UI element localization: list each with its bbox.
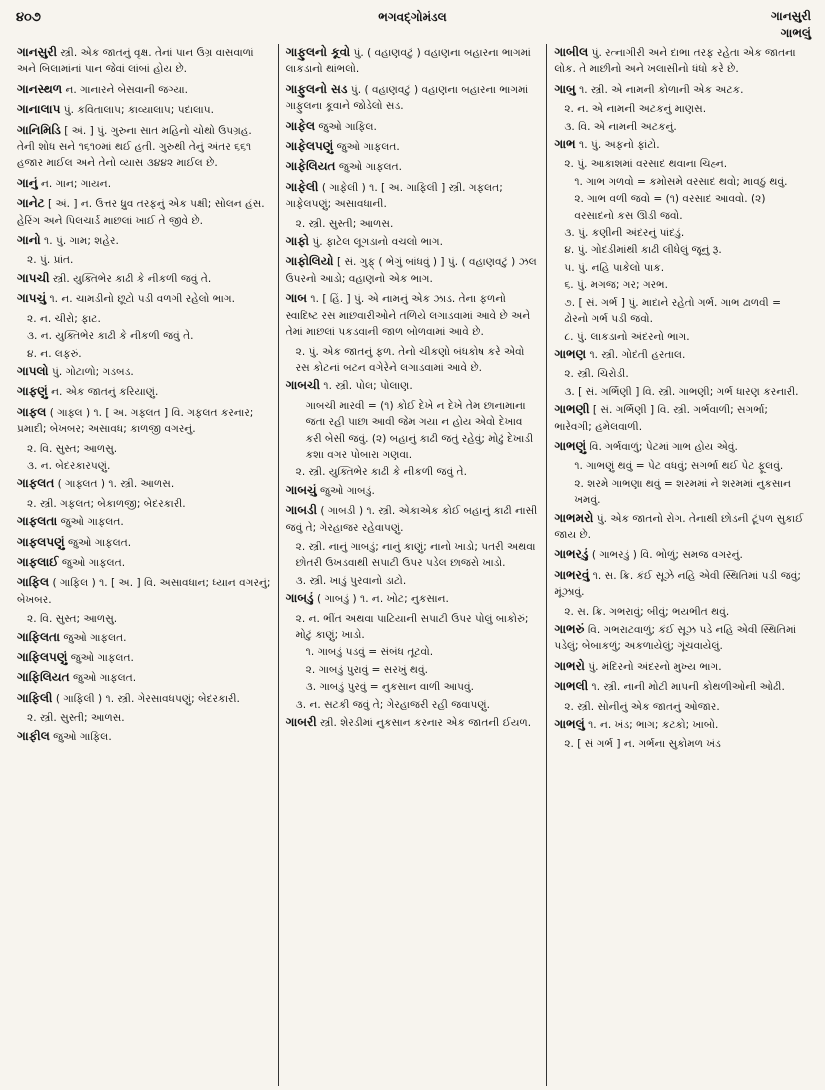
entry-headword: ગાબ xyxy=(285,291,308,306)
entry-definition: ૨. સ્ત્રી. સુસ્તી; આળસ. xyxy=(27,712,125,725)
entry-definition: ૩. ન. યુક્તિભેર કાઢી કે નીકળી જવું તે. xyxy=(27,330,194,343)
entry-definition: સ્ત્રી. યુક્તિભેર કાઢી કે નીકળી જવું તે. xyxy=(52,272,212,285)
entry-definition: ( ગાબડું ) ૧. ન. ખોટ; નુકસાન. xyxy=(316,593,449,606)
dictionary-entry xyxy=(286,290,540,340)
entry-definition: ૧. ગાબડું પડવું = સંબંધ તૂટવો. xyxy=(305,646,434,659)
entry-definition: ૩. ગાબડું પુરવું = નુકસાન વાળી આપવું. xyxy=(305,681,475,694)
entry-sense xyxy=(286,539,540,572)
entry-definition: ૨. [ સં ગર્ભ ] ન. ગર્ભના સુકોમળ ખંડ xyxy=(564,738,721,751)
entry-definition: ૪. ન. લફરું. xyxy=(27,347,82,360)
dictionary-entry xyxy=(554,658,808,675)
entry-headword: ગાપચી xyxy=(17,270,50,285)
dictionary-entry xyxy=(17,404,271,438)
dictionary-entry xyxy=(554,346,808,363)
entry-definition: ૪. પું. ગોદડીમાંથી કાઢી લીધેલું જૂનું રૂ. xyxy=(564,244,722,257)
dictionary-entry xyxy=(17,44,271,78)
dictionary-entry xyxy=(286,158,540,175)
entry-sense xyxy=(17,611,271,627)
column-2 xyxy=(278,44,547,1086)
entry-headword: ગાફુલનો સડ xyxy=(285,81,348,96)
entry-headword: ગાફલાઈ xyxy=(17,554,59,569)
page-number: ૪૦૭ xyxy=(16,10,41,25)
entry-headword: ગાપચું xyxy=(17,291,47,306)
entry-definition: ૧. સ્ત્રી. નાની મોટી માપની કોથળીઓની ઓઢી. xyxy=(591,681,785,694)
entry-sense xyxy=(286,216,540,232)
entry-sense xyxy=(554,295,808,328)
entry-definition: ૨. વિ. સુસ્ત; આળસુ. xyxy=(27,442,118,455)
dictionary-entry xyxy=(17,554,271,571)
dictionary-entry xyxy=(286,81,540,115)
entry-sense xyxy=(554,119,808,135)
columns-container xyxy=(10,44,815,1086)
entry-definition: ૩. ન. સટકી જવું તે; ગેરહાજરી રહી જવાપણું. xyxy=(295,698,490,711)
entry-sense xyxy=(286,644,540,660)
entry-definition: ૨. પું. આકાશમાં વરસાદ થવાના ચિહ્ન. xyxy=(564,158,728,171)
dictionary-entry xyxy=(286,118,540,135)
dictionary-entry xyxy=(554,716,808,733)
entry-definition: ( ગાફિલ ) ૧. [ અ. ] વિ. અસાવધાન; ધ્યાન વગરનું; બેખબર. xyxy=(17,577,271,606)
entry-definition: ૨. ન. એ નામની અટકનું માણસ. xyxy=(564,103,707,116)
entry-definition: ૧. સ્ત્રી. એ નામની કોળાની એક અટક. xyxy=(579,83,744,96)
entry-headword: ગાફિલતા xyxy=(17,629,60,644)
dictionary-entry xyxy=(286,44,540,78)
entry-definition: જુઓ ગાફલત. xyxy=(70,652,134,664)
entry-sense xyxy=(554,458,808,474)
entry-definition: ૬. પું. મગજ; ગર; ગરભ. xyxy=(564,279,668,292)
entry-sense xyxy=(554,242,808,258)
dictionary-entry xyxy=(286,590,540,607)
dictionary-entry xyxy=(17,270,271,287)
entry-headword: ગાભરવું xyxy=(554,567,590,582)
entry-headword: ગાફીલ xyxy=(17,728,50,743)
entry-sense xyxy=(554,191,808,224)
entry-headword: ગાફલત xyxy=(17,476,55,491)
entry-definition: ન. એક જાતનું કરિયાણું. xyxy=(51,386,159,399)
dictionary-entry xyxy=(17,475,271,492)
entry-definition: ૩. સ્ત્રી. ખાડું પુરવાનો ડાટો. xyxy=(295,574,407,587)
entry-sense xyxy=(17,252,271,268)
entry-definition: પું. ગોટાળો; ગડબડ. xyxy=(51,365,134,378)
entry-sense xyxy=(554,736,808,752)
dictionary-entry xyxy=(286,502,540,536)
entry-sense xyxy=(554,384,808,400)
entry-definition: જુઓ ગાફલત. xyxy=(63,631,127,644)
entry-definition: પું. મંદિરનો અંદરનો મુખ્ય ભાગ. xyxy=(588,660,722,673)
entry-headword: ગાફેલિયત xyxy=(285,159,336,174)
entry-definition: ૨. સ્ત્રી. સુસ્તી; આળસ. xyxy=(295,217,394,230)
entry-definition: ૨. પું. પ્રાંત. xyxy=(27,254,74,267)
entry-sense xyxy=(286,697,540,713)
dictionary-entry xyxy=(17,290,271,307)
dictionary-entry xyxy=(554,510,808,544)
guide-word-last: ગાભલું xyxy=(780,26,811,40)
entry-sense xyxy=(554,277,808,293)
dictionary-entry xyxy=(286,377,540,394)
entry-headword: ગાનસુરી xyxy=(17,45,57,59)
dictionary-entry xyxy=(17,383,271,400)
entry-definition: જુઓ ગાફલત. xyxy=(72,672,137,685)
entry-definition: ૨. વિ. સુસ્ત; આળસુ. xyxy=(27,613,118,626)
dictionary-entry xyxy=(554,678,808,695)
entry-headword: ગાનસ્થળ xyxy=(17,81,63,96)
entry-headword: ગાભરડું xyxy=(554,547,589,562)
entry-definition: ગાબચી મારવી = (૧) કોઈ દેખે ન દેખે તેમ છાનામાના જતા રહી પાછા આવી જેમ ગયા ન હોય એવો દેખાવ કરી બેસી જવું. (૨) બહાનું કાઢી જતું રહેવું; મોઢું દેખાડી કશા વગર પોબારા ગણવા. xyxy=(305,399,534,461)
entry-definition: [ અં. ] ન. ઉત્તર ધ્રુવ તરફનું એક પક્ષી; સોલન હંસ. હેરિંગ અને પિલચાર્ડ માછલાં ખાઈ તે જીવે છે. xyxy=(17,198,265,227)
entry-sense xyxy=(17,710,271,726)
column-3 xyxy=(546,44,815,1086)
dictionary-entry xyxy=(554,621,808,655)
entry-sense xyxy=(554,225,808,241)
dictionary-entry xyxy=(17,728,271,745)
dictionary-entry xyxy=(17,649,271,666)
entry-headword: ગાભમરો xyxy=(554,510,594,525)
dictionary-entry xyxy=(286,714,540,731)
entry-definition: ૧. ન. ખંડ; ભાગ; કટકો; ખાબો. xyxy=(588,719,719,732)
entry-headword: ગાભ xyxy=(554,137,576,152)
entry-sense xyxy=(554,699,808,715)
entry-definition: [ સં. ગર્ભિણી ] વિ. સ્ત્રી. ગર્ભવાળી; સગર્ભા; ભારેવગી; હમેલવાળી. xyxy=(554,404,768,433)
dictionary-entry xyxy=(17,232,271,249)
entry-definition: ન. ગાનારને બેસવાની જગ્યા. xyxy=(65,83,189,96)
entry-headword: ગાભણ xyxy=(554,346,587,361)
entry-definition: ૧. સ્ત્રી. ગોદંતી હરતાલ. xyxy=(589,348,686,361)
entry-headword: ગાફલ xyxy=(17,404,47,419)
dictionary-entry xyxy=(286,233,540,250)
entry-headword: ગાપલો xyxy=(17,363,49,378)
entry-sense xyxy=(554,101,808,117)
guide-word-first: ગાનસુરી xyxy=(771,9,811,23)
entry-definition: ૫. પું. નહિ પાકેલો પાક. xyxy=(564,261,665,274)
entry-definition: જુઓ ગાફલત. xyxy=(338,161,403,174)
entry-headword: ગાનિમિડિ xyxy=(17,122,61,137)
entry-definition: ૧. [ હિં. ] પું. એ નામનું એક ઝાડ. તેના ફળનો સ્વાદિષ્ટ રસ માછવારીઓને તળિયે લગાડવામાં આવે છે અને તેમાં માછલાં પકડવાની જાળ બોળવામાં આવે છે. xyxy=(285,293,531,339)
entry-definition: ( ગાફિલી ) ૧. સ્ત્રી. ગેરસાવધપણું; બેદરકારી. xyxy=(55,692,240,705)
entry-sense xyxy=(286,398,540,464)
entry-headword: ગાબુ xyxy=(554,81,576,96)
entry-definition: ૧. પું. ગામ; શહેર. xyxy=(44,235,119,248)
entry-definition: ૩. [ સં. ગર્ભિણી ] વિ. સ્ત્રી. ગાભણી; ગર્ભ ધારણ કરનારી. xyxy=(564,385,799,398)
entry-sense xyxy=(17,311,271,327)
entry-sense xyxy=(554,156,808,172)
dictionary-entry xyxy=(17,629,271,646)
entry-definition: પું. એક જાતનો રોગ. તેનાથી છોડની ટૂંપળ સુકાઈ જાય છે. xyxy=(554,512,804,541)
entry-definition: જુઓ ગાફિલ. xyxy=(53,730,112,743)
entry-sense xyxy=(554,329,808,345)
entry-definition: પું. ( વહાણવટું ) વહાણના બહારના ભાગમાં લાકડાનો થાંભલો. xyxy=(285,47,531,76)
dictionary-entry xyxy=(17,101,271,118)
entry-headword: ગાનો xyxy=(17,233,41,248)
entry-headword: ગાભરું xyxy=(554,622,585,636)
entry-definition: ૨. પું. એક જાતનું ફળ. તેનો ચીકણો બંધકોષ કરે એવો રસ કોટનાં બટન વગેરેને લગાડવામાં આવે છે. xyxy=(295,345,525,374)
entry-sense xyxy=(286,573,540,589)
entry-headword: ગાબડું xyxy=(285,591,314,606)
entry-headword: ગાફિલી xyxy=(17,690,53,705)
dictionary-entry xyxy=(554,567,808,601)
entry-definition: ૨. સ્ત્રી. ગફલત; બેકાળજી; બેદરકારી. xyxy=(27,497,186,510)
entry-headword: ગાફણું xyxy=(17,384,48,399)
entry-definition: પું. ફાટેલ લૂગડાનો વચલો ભાગ. xyxy=(312,236,443,249)
dictionary-entry xyxy=(286,179,540,213)
entry-definition: સ્ત્રી. એક જાતનું વૃક્ષ. તેનાં પાન ઉગ્ર વાસવાળાં અને બિલામાંનાં પાન જેવાં લાંબાં હોય છે. xyxy=(17,47,254,76)
entry-headword: ગાબડી xyxy=(285,503,318,518)
entry-headword: ગાભણી xyxy=(554,402,590,417)
entry-definition: ૨. ન. ભીંત અથવા પાટિયાની સપાટી ઉપર પોલું બાકોરું; મોટું કાણું; ખાડો. xyxy=(295,612,529,641)
column-1 xyxy=(10,44,278,1086)
entry-definition: સ્ત્રી. શેરડીમાં નુકસાન કરનાર એક જાતની ઈયળ. xyxy=(320,717,532,730)
entry-definition: ૧. સ. ક્રિ. કંઈ સૂઝે નહિ એવી સ્થિતિમાં પડી જવું; મૂંઝાવું. xyxy=(554,569,801,599)
entry-definition: વિ. ગર્ભવાળું; પેટમાં ગાભ હોય એવું. xyxy=(589,440,738,453)
dictionary-entry xyxy=(17,195,271,229)
entry-definition: ૨. ગાબડું પુરાવું = સરખું થવું. xyxy=(305,663,429,676)
dictionary-entry xyxy=(554,81,808,98)
entry-definition: પું. રત્નાગીરી અને દાભા તરફ રહેતા એક જાતના લોક. તે માછીનો અને ખલાસીનો ધંધો કરે છે. xyxy=(554,47,796,76)
entry-definition: ૨. સ્ત્રી. સોનીનું એક જાતનું ઓજાર. xyxy=(564,700,720,713)
dictionary-entry xyxy=(286,482,540,499)
dictionary-entry xyxy=(554,136,808,153)
entry-definition: ૨. સ્ત્રી. યુક્તિભેર કાઢી કે નીકળી જવું તે. xyxy=(295,466,467,479)
dictionary-entry xyxy=(17,513,271,530)
dictionary-entry xyxy=(17,669,271,686)
entry-definition: ૨. સ્ત્રી. ચિરોડી. xyxy=(564,368,629,381)
entry-definition: ૮. પું. લાકડાનો અંદરનો ભાગ. xyxy=(564,330,690,343)
entry-definition: ૩. વિ. એ નામની અટકનું. xyxy=(564,120,677,133)
entry-definition: ૨. ગાભ વળી જવો = (૧) વરસાદ આવવો. (૨) વરસાદનો કસ ઊડી જવો. xyxy=(574,193,766,222)
entry-headword: ગાભરો xyxy=(554,658,585,673)
entry-sense xyxy=(554,366,808,382)
entry-definition: ( ગાભરડું ) વિ. ભોળું; સમજ વગરનું. xyxy=(591,549,743,562)
entry-headword: ગાફોલિયો xyxy=(285,254,334,269)
entry-sense xyxy=(17,496,271,512)
dictionary-entry xyxy=(554,438,808,455)
entry-headword: ગાનાલાપ xyxy=(17,102,61,117)
entry-headword: ગાફિલિયત xyxy=(17,670,70,685)
guide-words xyxy=(771,8,811,42)
entry-headword: ગાફિલ xyxy=(17,575,50,590)
entry-headword: ગાફુલનો કૂવો xyxy=(285,45,351,59)
entry-definition: ૧. પું. અફનો ફાંટો. xyxy=(579,139,660,152)
entry-sense xyxy=(286,344,540,377)
entry-sense xyxy=(286,679,540,695)
entry-headword: ગાફલતા xyxy=(17,514,58,529)
entry-definition: [ અં. ] પું. ગુરુના સાત મહિનો ચોથો ઉપગ્રહ. તેની શોધ સને ૧૬૧૦માં થઈ હતી. ગુરુથી તેનું અંતર ૬૬૧ હજાર માઈલ અને તેનો વ્યાસ ૩૪૪૨ માઈલ છે. xyxy=(17,124,252,170)
entry-sense xyxy=(554,604,808,620)
entry-definition: જુઓ ગાફલત. xyxy=(336,141,400,154)
dictionary-entry xyxy=(554,546,808,563)
entry-definition: જુઓ ગાબડું. xyxy=(319,484,375,497)
dictionary-entry xyxy=(17,690,271,707)
entry-definition: ( ગાફ્લ ) ૧. [ અ. ગફ્લત ] વિ. ગફલત કરનાર; પ્રમાદી; બેખબર; અસાવધ; કાળજી વગરનું. xyxy=(17,406,254,436)
dictionary-entry xyxy=(17,175,271,192)
entry-headword: ગાફેલ xyxy=(285,118,316,133)
entry-sense xyxy=(554,260,808,276)
entry-headword: ગાબરી xyxy=(285,715,317,730)
entry-definition: પું. કવિતાલાપ; કાવ્યાલાપ; પદાલાપ. xyxy=(63,104,214,117)
entry-definition: જુઓ ગાફલત. xyxy=(60,516,124,529)
entry-definition: [ સં. ગુફ્ ( ભેગું બાંધવું ) ] પું. ( વહાણવટું ) ઝલ ઉપરનો આડો; વહાણનો એક ભાગ. xyxy=(285,256,537,285)
page-header xyxy=(10,6,815,46)
entry-definition: ૩. ન. બેદરકારપણું. xyxy=(27,459,111,472)
entry-headword: ગાફિલપણું xyxy=(17,650,68,664)
entry-headword: ગાભલી xyxy=(554,679,589,694)
dictionary-entry xyxy=(17,363,271,380)
dictionary-entry xyxy=(17,122,271,172)
entry-definition: ૨. ન. ચીરો; ફાટ. xyxy=(27,312,101,325)
dictionary-entry xyxy=(17,534,271,551)
entry-definition: ( ગાબડી ) ૧. સ્ત્રી. એકાએક કોઈ બહાનું કાઢી નાસી જવું તે; ગેરહાજર રહેવાપણું. xyxy=(285,505,538,534)
entry-sense xyxy=(17,441,271,457)
entry-sense xyxy=(17,458,271,474)
entry-definition: ૨. સ્ત્રી. નાનું ગાબડું; નાનું કાણું; નાનો ખાડો; પતરી અથવા છોતરી ઉખડવાથી સપાટી ઉપર પડેલ છાજરો ખાડો. xyxy=(295,540,536,570)
entry-definition: જુઓ ગાફલત. xyxy=(61,556,126,569)
entry-sense xyxy=(286,464,540,480)
entry-sense xyxy=(17,346,271,362)
entry-sense xyxy=(554,476,808,509)
entry-definition: ૧. ગાભ ગળવો = કમોસમે વરસાદ થવો; માવઠું થવું. xyxy=(574,175,788,188)
entry-definition: ૧. ગાભણું થવું = પેટ વધવું; સગર્ભા થઈ પેટ ફૂલવું. xyxy=(574,460,784,473)
entry-definition: વિ. ગભરાટવાળું; કંઈ સૂઝ પડે નહિ એવી સ્થિતિમાં પડેલું; બેબાકળું; અકળાયેલું; ગૂંચવાયેલું. xyxy=(554,624,797,653)
dictionary-entry xyxy=(286,253,540,287)
entry-headword: ગાબચી xyxy=(285,378,321,393)
entry-definition: ૧. સ્ત્રી. પોલ; પોલાણ. xyxy=(323,380,413,393)
entry-definition: ( ગાફ્લત ) ૧. સ્ત્રી. આળસ. xyxy=(57,478,175,491)
dictionary-entry xyxy=(286,138,540,155)
entry-sense xyxy=(17,328,271,344)
page-title: ભગવદ્ગોમંડલ xyxy=(378,10,447,24)
entry-headword: ગાફેલપણું xyxy=(285,139,334,154)
entry-sense xyxy=(286,611,540,644)
entry-definition: જુઓ ગાફિલ. xyxy=(318,120,377,133)
entry-definition: ૨. શરમે ગાભણા થવું = શરમમાં ને શરમમાં નુકસાન ખમવું. xyxy=(574,477,791,507)
entry-headword: ગાબચું xyxy=(285,482,317,497)
entry-headword: ગાફો xyxy=(285,234,309,249)
entry-definition: ( ગાફેલી ) ૧. [ અ. ગાફિલી ] સ્ત્રી. ગફલત; ગાફેલપણું; અસાવધાની. xyxy=(285,181,503,211)
entry-headword: ગાબીલ xyxy=(554,45,589,59)
entry-headword: ગાનું xyxy=(17,175,38,190)
entry-headword: ગાફલપણું xyxy=(17,534,65,549)
entry-headword: ગાફેલી xyxy=(285,179,319,194)
entry-headword: ગાભલું xyxy=(554,717,585,732)
entry-sense xyxy=(554,174,808,190)
entry-definition: ૩. પું. કણીની અંદરનું પાંદડું. xyxy=(564,227,685,240)
entry-definition: ન. ગાન; ગાયન. xyxy=(41,177,112,190)
entry-definition: પું. ( વહાણવટું ) વહાણના બહારના ભાગમાં ગાફુલના કૂવાને જોડેલો સડ. xyxy=(285,83,529,113)
entry-headword: ગાભણું xyxy=(554,438,587,453)
entry-definition: જુઓ ગાફલત. xyxy=(67,536,132,549)
entry-definition: ૭. [ સં. ગર્ભ ] પું. માદાને રહેતો ગર્ભ. ગાભ ઢાળવી = ઢોરનો ગર્ભ પડી જવો. xyxy=(564,296,781,326)
dictionary-entry xyxy=(17,81,271,98)
dictionary-entry xyxy=(554,401,808,435)
entry-definition: ૨. સ. ક્રિ. ગભરાવું; બીવું; ભયભીત થવું. xyxy=(564,605,730,618)
entry-headword: ગાનેટ xyxy=(17,196,45,211)
entry-sense xyxy=(286,662,540,678)
dictionary-entry xyxy=(17,574,271,608)
entry-definition: ૧. ન. ચામડીનો છૂટો પડી વળગી રહેલો ભાગ. xyxy=(49,293,235,306)
dictionary-entry xyxy=(554,44,808,78)
